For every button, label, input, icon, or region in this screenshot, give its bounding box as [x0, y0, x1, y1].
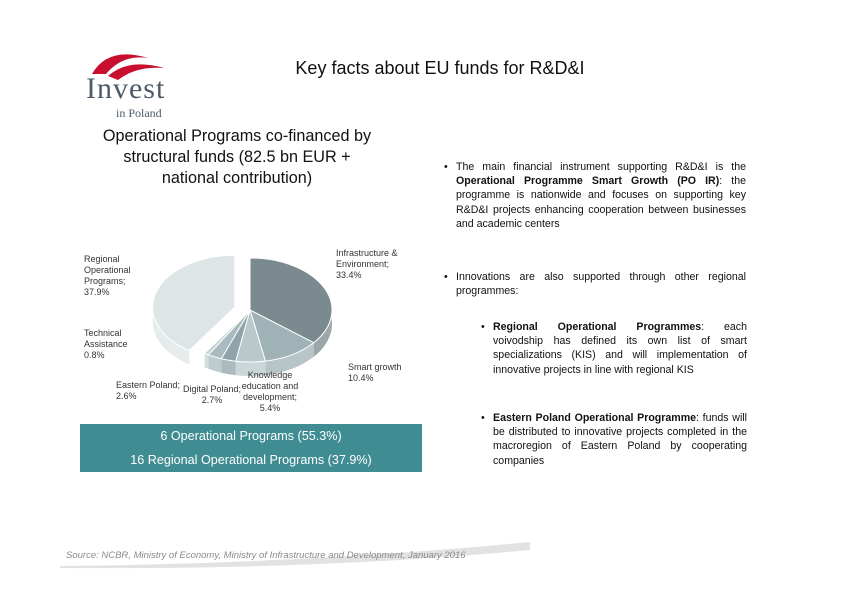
bullet-2-text: Innovations are also supported through other regional programmes: — [456, 271, 746, 298]
bullet-rop — [481, 320, 747, 377]
bullet-3-bold: Regional Operational Programmes — [493, 321, 702, 333]
bullet-eastern-poland — [481, 411, 748, 468]
pie-label-smart-growth: Smart growth 10.4% — [348, 362, 402, 383]
bullet-1-post: : the programme is nationwide and focuses on supporting key R&D&I projects enhancing cooperation between businesses and academic centers — [456, 175, 746, 230]
bullet-3-post: : each voivodship has defined its own list of smart specializations (KIS) and will implementation of innovative projects in line with regional KIS — [493, 321, 747, 376]
chart-title: Operational Programs co-financed by structural funds (82.5 bn EUR + national contribution) — [102, 127, 372, 187]
invest-in-poland-logo — [78, 44, 178, 120]
bullet-po-ir — [444, 160, 746, 231]
pie-label-digital-poland: Digital Poland; 2.7% — [182, 384, 242, 405]
pie-label-infrastructure-environment: Infrastructure & Environment; 33.4% — [336, 248, 398, 280]
bullet-1-bold: Operational Programme Smart Growth (PO IR) — [456, 175, 720, 188]
pie-slice-side — [205, 353, 209, 368]
pie-chart — [80, 238, 420, 438]
logo-word: Invest — [86, 72, 166, 105]
pie-label-knowledge-education-and-development: Knowledge education and development; 5.4% — [241, 370, 299, 413]
logo-sub: in Poland — [116, 106, 162, 120]
bullet-4-bold: Eastern Poland Operational Programme — [493, 412, 697, 424]
bullet-dot-icon: • — [444, 271, 448, 283]
page-title: Key facts about EU funds for R&D&I — [295, 58, 585, 78]
source-note: Source: NCBR, Ministry of Economy, Ministry of Infrastructure and Development, January 2016 — [66, 550, 466, 561]
bullet-dot-icon: • — [481, 412, 485, 424]
pie-label-regional-operational-programs: Regional Operational Programs; 37.9% — [84, 254, 131, 297]
pie-label-eastern-poland: Eastern Poland; 2.6% — [116, 380, 181, 401]
summary-line-2: 16 Regional Operational Programs (37.9%) — [130, 453, 372, 467]
pie-label-technical-assistance: Technical Assistance 0.8% — [84, 328, 128, 360]
summary-line-1: 6 Operational Programs (55.3%) — [160, 429, 342, 443]
summary-box — [80, 424, 422, 472]
bullet-4-post: : funds will be distributed to innovative projects completed in the macroregion of Eastern Poland by cooperating companies — [493, 412, 748, 467]
bullet-regional-support — [444, 270, 746, 298]
bullet-1-pre: The main financial instrument supporting R&D&I is the — [456, 161, 746, 173]
bullet-dot-icon: • — [444, 161, 448, 173]
bullet-dot-icon: • — [481, 321, 485, 333]
